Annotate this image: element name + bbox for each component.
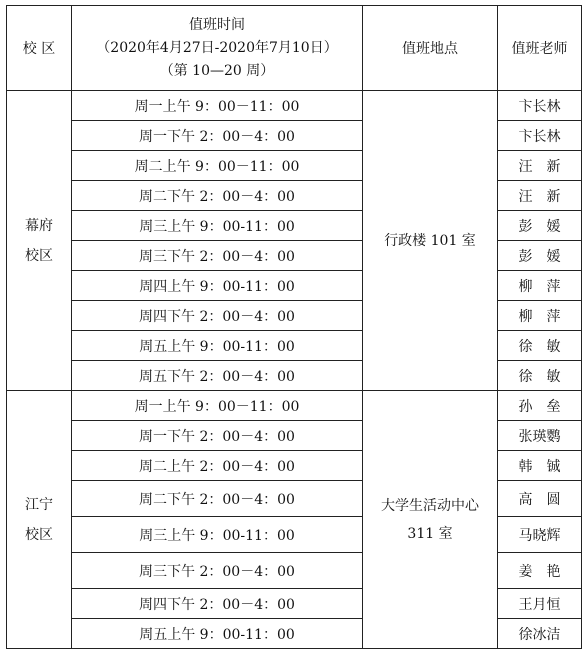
campus-suffix: 校区 <box>25 247 53 264</box>
table-row <box>7 91 582 121</box>
teacher-cell: 王月恒 <box>498 589 582 619</box>
duty-schedule <box>6 5 582 649</box>
time-cell: 周二上午 9：00－11：00 <box>72 151 363 181</box>
teacher-cell: 孙 垒 <box>498 391 582 421</box>
duty-table <box>6 5 582 649</box>
teacher-cell: 卞长林 <box>498 91 582 121</box>
header-time-weeks: （第 10—20 周） <box>159 62 275 79</box>
time-cell: 周二下午 2：00－4：00 <box>72 481 363 517</box>
time-cell: 周一下午 2：00－4：00 <box>72 121 363 151</box>
teacher-cell: 姜 艳 <box>498 553 582 589</box>
campus-name: 江宁 <box>25 496 53 513</box>
location-cell <box>363 91 498 391</box>
teacher-cell: 柳 萍 <box>498 301 582 331</box>
header-campus: 校 区 <box>7 6 72 91</box>
header-time-range: （2020年4月27日-2020年7月10日） <box>96 39 338 56</box>
campus-cell <box>7 91 72 391</box>
teacher-cell: 柳 萍 <box>498 271 582 301</box>
teacher-cell: 汪 新 <box>498 181 582 211</box>
time-cell: 周五上午 9：00-11：00 <box>72 331 363 361</box>
header-teacher: 值班老师 <box>498 6 582 91</box>
teacher-cell: 高 圆 <box>498 481 582 517</box>
time-cell: 周三上午 9：00-11：00 <box>72 211 363 241</box>
header-time <box>72 6 363 91</box>
teacher-cell: 卞长林 <box>498 121 582 151</box>
time-cell: 周五下午 2：00－4：00 <box>72 361 363 391</box>
time-cell: 周四下午 2：00－4：00 <box>72 589 363 619</box>
header-location: 值班地点 <box>363 6 498 91</box>
time-cell: 周三下午 2：00－4：00 <box>72 553 363 589</box>
location-room: 311 室 <box>407 525 453 542</box>
time-cell: 周一上午 9：00－11：00 <box>72 391 363 421</box>
teacher-cell: 徐 敏 <box>498 331 582 361</box>
time-cell: 周三上午 9：00-11：00 <box>72 517 363 553</box>
teacher-cell: 彭 媛 <box>498 211 582 241</box>
teacher-cell: 汪 新 <box>498 151 582 181</box>
campus-suffix: 校区 <box>25 526 53 543</box>
time-cell: 周三下午 2：00－4：00 <box>72 241 363 271</box>
time-cell: 周五上午 9：00-11：00 <box>72 619 363 649</box>
time-cell: 周四上午 9：00-11：00 <box>72 271 363 301</box>
location-line: 行政楼 101 室 <box>384 232 476 249</box>
location-cell <box>363 391 498 649</box>
location-line: 大学生活动中心 <box>381 497 479 514</box>
teacher-cell: 彭 媛 <box>498 241 582 271</box>
teacher-cell: 徐 敏 <box>498 361 582 391</box>
header-time-title: 值班时间 <box>189 16 245 33</box>
time-cell: 周二上午 2：00－4：00 <box>72 451 363 481</box>
time-cell: 周四下午 2：00－4：00 <box>72 301 363 331</box>
time-cell: 周一下午 2：00－4：00 <box>72 421 363 451</box>
header-row <box>7 6 582 91</box>
teacher-cell: 韩 铖 <box>498 451 582 481</box>
teacher-cell: 张瑛鹦 <box>498 421 582 451</box>
time-cell: 周一上午 9：00－11：00 <box>72 91 363 121</box>
campus-name: 幕府 <box>25 217 53 234</box>
time-cell: 周二下午 2：00－4：00 <box>72 181 363 211</box>
campus-cell <box>7 391 72 649</box>
table-row <box>7 391 582 421</box>
teacher-cell: 徐冰洁 <box>498 619 582 649</box>
teacher-cell: 马晓辉 <box>498 517 582 553</box>
